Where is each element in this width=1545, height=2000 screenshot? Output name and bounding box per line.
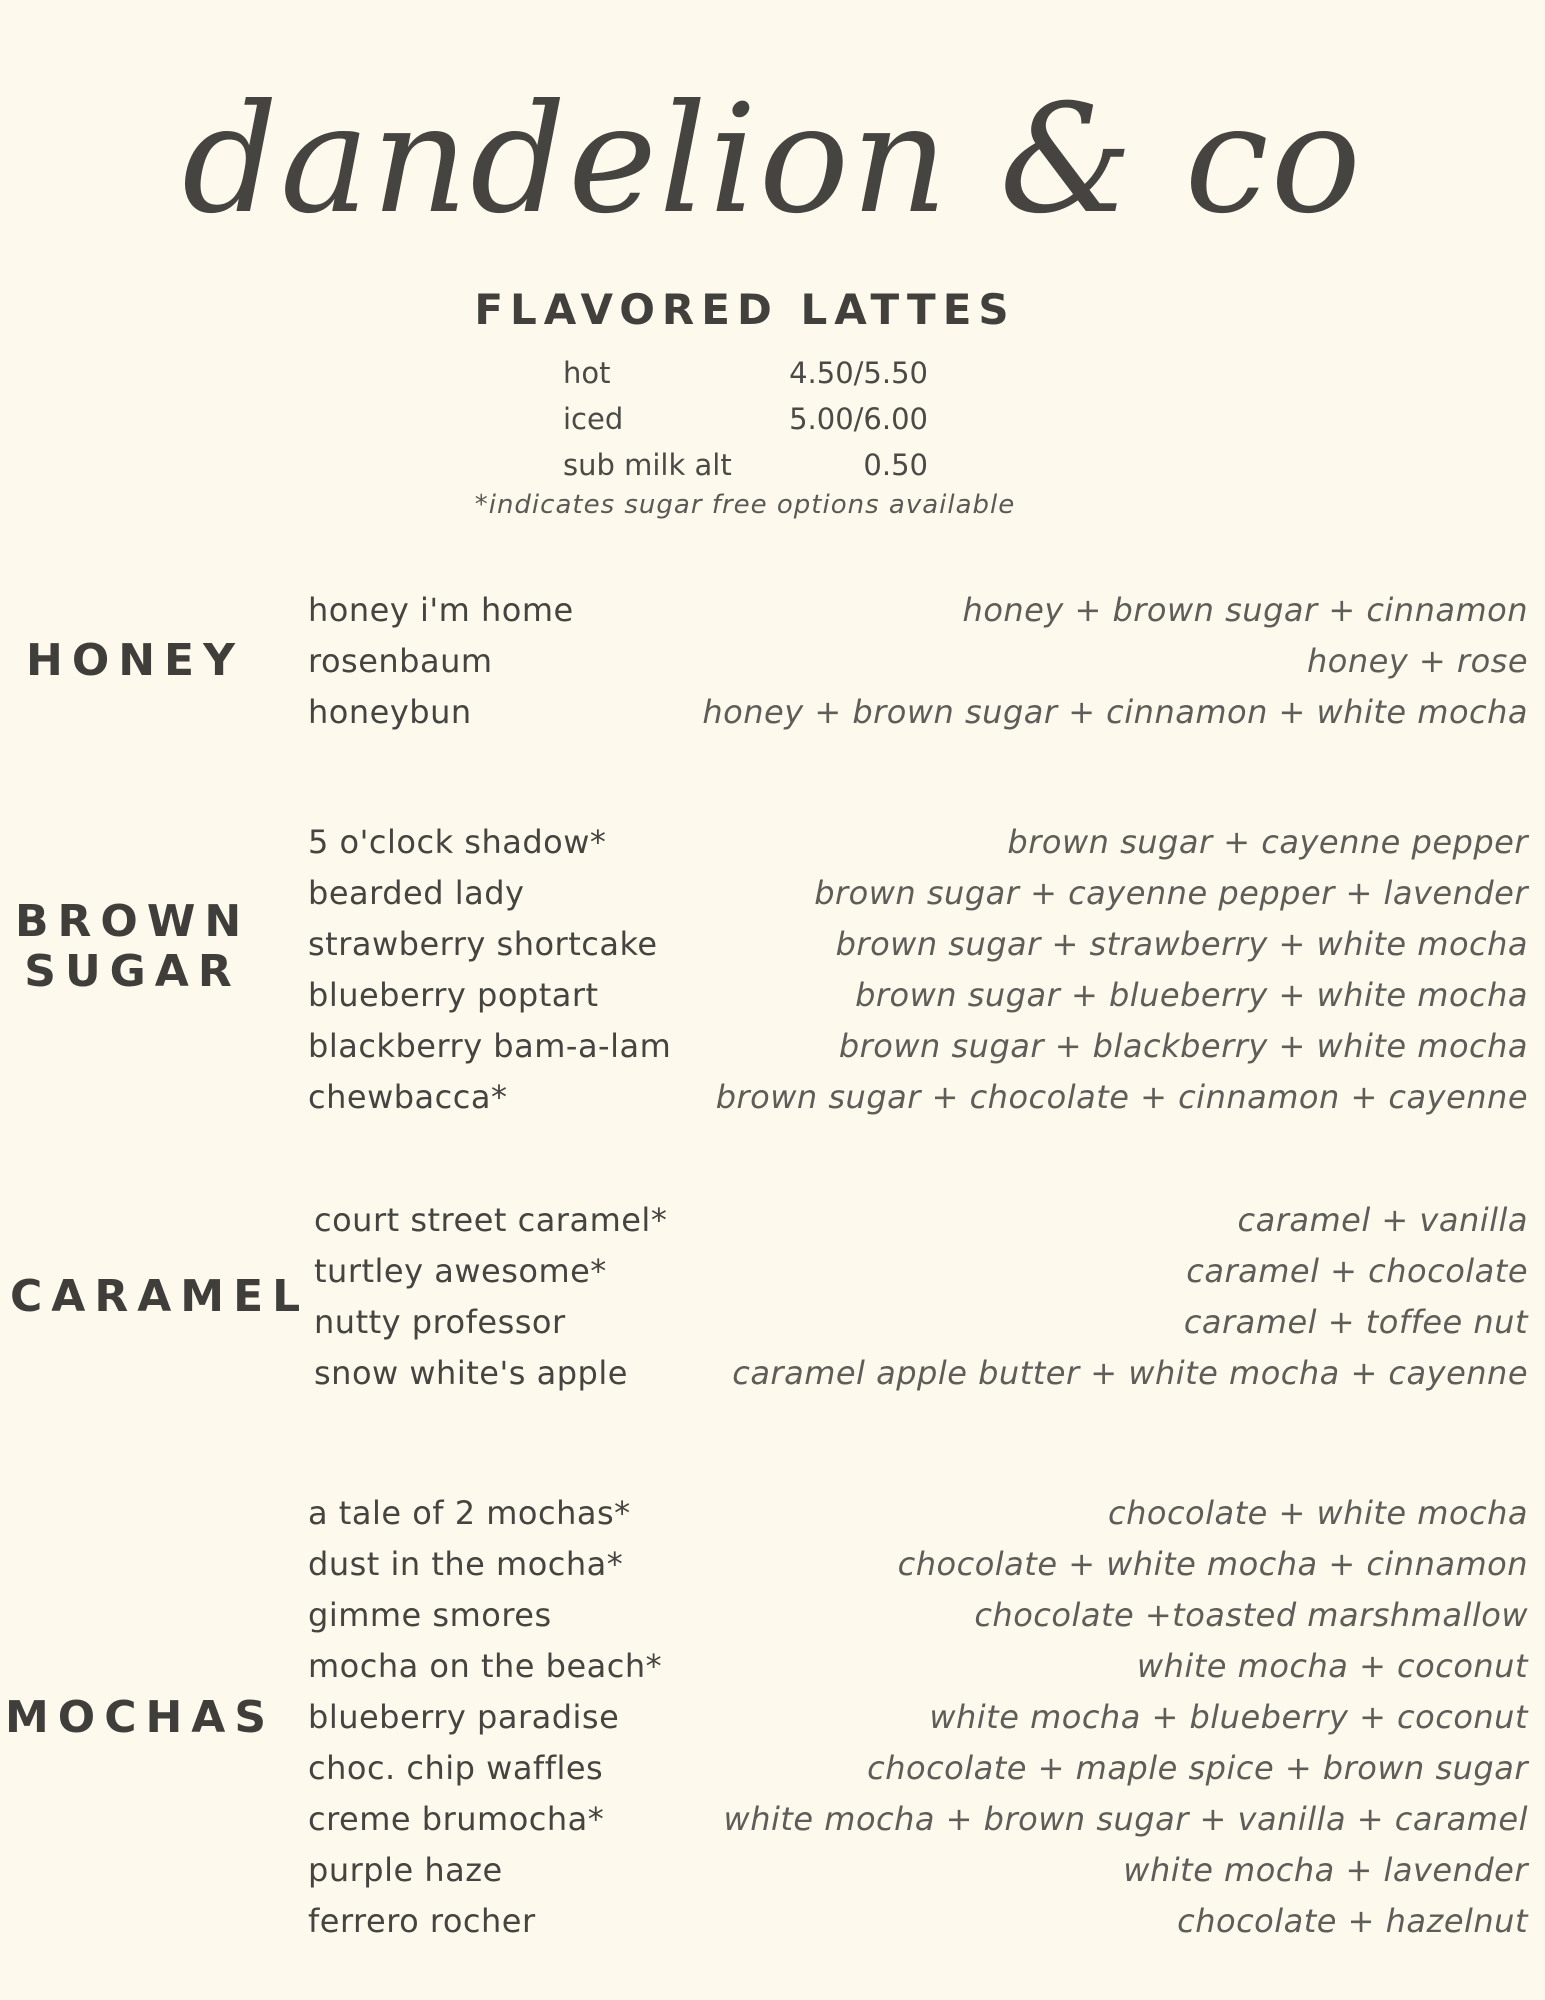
menu-item-name: bearded lady <box>308 874 525 912</box>
section-title <box>15 636 255 686</box>
menu-item-name: honey i'm home <box>308 591 574 629</box>
menu-item-name: ferrero rocher <box>308 1902 536 1940</box>
menu-item-name: rosenbaum <box>308 642 493 680</box>
menu-item <box>308 1692 1528 1743</box>
menu-item-ingredients: brown sugar + cayenne pepper <box>1007 823 1528 861</box>
price-label: sub milk alt <box>563 448 732 482</box>
menu-item <box>308 1794 1528 1845</box>
menu-item-ingredients: brown sugar + blackberry + white mocha <box>838 1027 1528 1065</box>
menu-item <box>308 970 1528 1021</box>
menu-item-ingredients: honey + rose <box>1306 642 1528 680</box>
section-title-line: SUGAR <box>24 946 241 997</box>
price-label: hot <box>563 356 611 390</box>
menu-item <box>308 687 1528 738</box>
price-label: iced <box>563 402 624 436</box>
menu-item-name: gimme smores <box>308 1596 552 1634</box>
menu-item-name: blueberry poptart <box>308 976 599 1014</box>
menu-item-ingredients: brown sugar + strawberry + white mocha <box>835 925 1528 963</box>
menu-item-ingredients: caramel + vanilla <box>1237 1201 1528 1239</box>
menu-item-ingredients: chocolate + white mocha + cinnamon <box>897 1545 1528 1583</box>
menu-item <box>308 1845 1528 1896</box>
menu-item-name: strawberry shortcake <box>308 925 658 963</box>
menu-item <box>308 1021 1528 1072</box>
section-title-line: HONEY <box>26 635 244 686</box>
menu-item-name: snow white's apple <box>314 1354 628 1392</box>
menu-item <box>308 1641 1528 1692</box>
menu-item-name: dust in the mocha* <box>308 1545 624 1583</box>
menu-item-ingredients: white mocha + blueberry + coconut <box>929 1698 1528 1736</box>
price-value: 5.00/6.00 <box>789 402 928 436</box>
menu-item <box>308 1590 1528 1641</box>
menu-item-name: purple haze <box>308 1851 503 1889</box>
menu-item-ingredients: brown sugar + cayenne pepper + lavender <box>814 874 1528 912</box>
menu-item-ingredients: chocolate + white mocha <box>1108 1494 1528 1532</box>
menu-item-name: blueberry paradise <box>308 1698 620 1736</box>
menu-item <box>308 919 1528 970</box>
menu-item-name: chewbacca* <box>308 1078 508 1116</box>
menu-item-name: honeybun <box>308 693 472 731</box>
menu-item-ingredients: honey + brown sugar + cinnamon + white mocha <box>702 693 1528 731</box>
section-title <box>10 1271 310 1322</box>
price-row <box>563 442 928 488</box>
menu-item-name: blackberry bam-a-lam <box>308 1027 672 1065</box>
menu-item-name: creme brumocha* <box>308 1800 605 1838</box>
section-title <box>15 897 250 997</box>
menu-subtitle: FLAVORED LATTES <box>474 285 1016 334</box>
menu-item-name: turtley awesome* <box>314 1252 607 1290</box>
menu-item-ingredients: chocolate +toasted marshmallow <box>974 1596 1528 1634</box>
section-title <box>5 1692 276 1743</box>
section-items <box>308 585 1528 738</box>
menu-item-name: a tale of 2 mochas* <box>308 1494 631 1532</box>
price-value: 4.50/5.50 <box>789 356 928 390</box>
sugar-free-note: *indicates sugar free options available <box>474 490 1016 520</box>
menu-item-ingredients: white mocha + coconut <box>1136 1647 1528 1685</box>
section-title-line: BROWN <box>15 896 251 947</box>
menu-item <box>314 1348 1528 1399</box>
menu-item <box>308 868 1528 919</box>
menu-item-ingredients: honey + brown sugar + cinnamon <box>962 591 1528 629</box>
section-items <box>308 817 1528 1123</box>
menu-item <box>314 1297 1528 1348</box>
section-title-line: MOCHAS <box>5 1692 276 1743</box>
menu-item-ingredients: chocolate + hazelnut <box>1177 1902 1528 1940</box>
section-title-line: CARAMEL <box>10 1271 310 1322</box>
menu-item <box>308 1072 1528 1123</box>
brand-logo: dandelion & co <box>182 73 1363 247</box>
menu-item-ingredients: brown sugar + blueberry + white mocha <box>855 976 1528 1014</box>
menu-item <box>308 585 1528 636</box>
menu-item <box>308 817 1528 868</box>
price-row <box>563 350 928 396</box>
section-items <box>308 1488 1528 1947</box>
menu-item-name: choc. chip waffles <box>308 1749 604 1787</box>
section-items <box>314 1195 1528 1399</box>
price-value: 0.50 <box>863 448 928 482</box>
menu-item-ingredients: caramel + chocolate <box>1186 1252 1528 1290</box>
menu-item-ingredients: white mocha + lavender <box>1123 1851 1528 1889</box>
menu-item-name: mocha on the beach* <box>308 1647 663 1685</box>
menu-item <box>308 1896 1528 1947</box>
menu-item <box>314 1246 1528 1297</box>
menu-item <box>308 1488 1528 1539</box>
menu-item <box>314 1195 1528 1246</box>
menu-item <box>308 636 1528 687</box>
menu-item-ingredients: caramel apple butter + white mocha + cayenne <box>732 1354 1528 1392</box>
menu-item-name: court street caramel* <box>314 1201 668 1239</box>
menu-item-ingredients: caramel + toffee nut <box>1183 1303 1528 1341</box>
menu-item-name: nutty professor <box>314 1303 566 1341</box>
price-row <box>563 396 928 442</box>
menu-item <box>308 1743 1528 1794</box>
menu-item-ingredients: white mocha + brown sugar + vanilla + caramel <box>723 1800 1528 1838</box>
price-table <box>563 350 928 488</box>
menu-item <box>308 1539 1528 1590</box>
menu-item-ingredients: brown sugar + chocolate + cinnamon + cayenne <box>715 1078 1528 1116</box>
menu-item-ingredients: chocolate + maple spice + brown sugar <box>867 1749 1528 1787</box>
menu-item-name: 5 o'clock shadow* <box>308 823 607 861</box>
